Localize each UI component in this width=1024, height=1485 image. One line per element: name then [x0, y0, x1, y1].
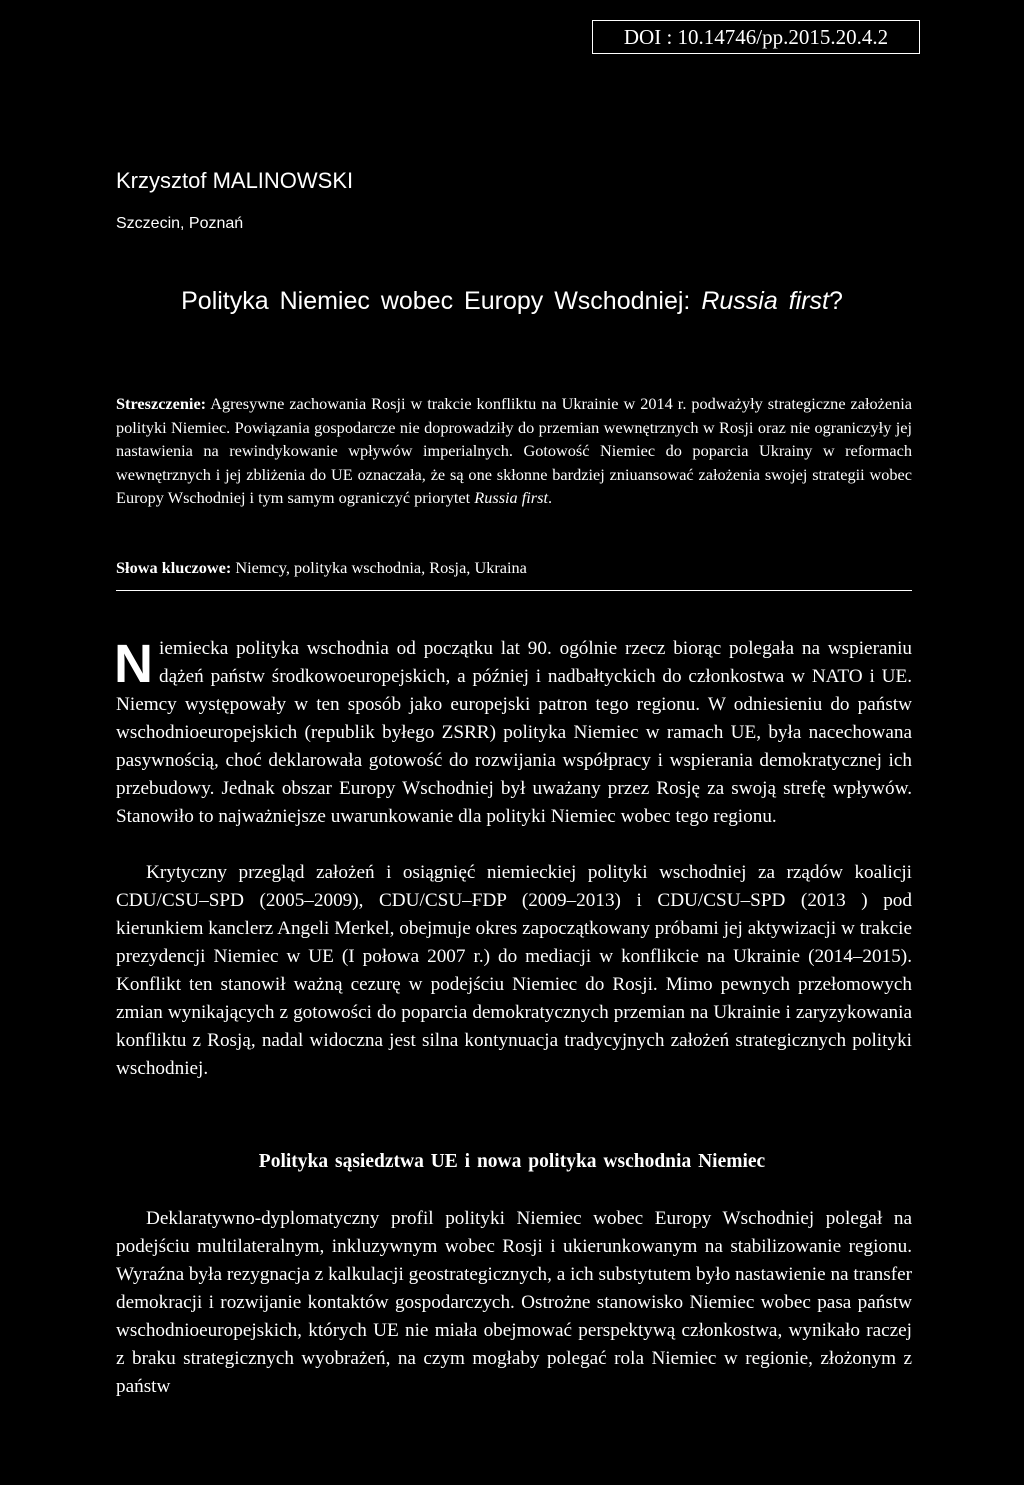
divider-rule	[116, 590, 912, 591]
keywords-text: Niemcy, polityka wschodnia, Rosja, Ukraina	[231, 558, 527, 577]
section-heading: Polityka sąsiedztwa UE i nowa polityka wschodnia Niemiec	[258, 1151, 766, 1172]
body-paragraph-1	[116, 635, 912, 831]
author-name: Krzysztof MALINOWSKI	[116, 168, 354, 193]
abstract	[116, 392, 912, 510]
abstract-end: .	[548, 488, 553, 507]
keywords-label: Słowa kluczowe:	[116, 558, 232, 577]
body-paragraph-3: Deklaratywno-dyplomatyczny profil polityki Niemiec wobec Europy Wschodniej polegał na podejściu multilateralnym, inkluzywnym wobec Rosji i ukierunkowanym na stabilizowanie regionu. Wyraźna była rezygnacja z kalkulacji geostrategicznych, a ich substytutem było nastawienie na transfer demokracji i rozwijanie kontaktów gospodarczych. Ostrożne stanowisko Niemiec wobec pasa państw wschodnioeuropejskich, których UE nie miała obejmować perspektywą członkostwa, wynikało raczej z braku strategicznych wyobrażeń, na czym mogłaby polegać rola Niemiec w regionie, złożonym z państw	[116, 1208, 912, 1397]
doi-text: DOI : 10.14746/pp.2015.20.4.2	[623, 25, 889, 49]
title-end: ?	[828, 287, 843, 315]
drop-cap: N	[114, 634, 153, 694]
abstract-text: Agresywne zachowania Rosji w trakcie konfliktu na Ukrainie w 2014 r. podważyły strategiczne założenia polityki Niemiec. Powiązania gospodarcze nie doprowadziły do przemian wewnętrznych w Rosji oraz nie ograniczyły jej nastawienia na rewindykowanie wpływów imperialnych. Gotowość Niemiec do poparcia Ukrainy w reformach wewnętrznych i jej zbliżenia do UE oznaczała, że są one skłonne bardziej zniuansować założenia swojej strategii wobec Europy Wschodniej i tym samym ograniczyć priorytet	[116, 394, 912, 507]
abstract-label: Streszczenie:	[116, 394, 207, 413]
article-title	[0, 287, 1024, 316]
keywords	[116, 556, 912, 580]
title-italic: Russia first	[701, 287, 829, 315]
paragraph-1-text: iemiecka polityka wschodnia od początku lat 90. ogólnie rzecz biorąc polegała na wspieraniu dążeń państw środkowoeuropejskich, a później i nadbałtyckich do członkostwa w NATO i UE. Niemcy występowały w ten sposób jako europejski patron tego regionu. W odniesieniu do państw wschodnioeuropejskich (republik byłego ZSRR) polityka Niemiec w ramach UE, była nacechowana pasywnością, choć deklarowała gotowość do rozwijania współpracy i wspierania demokratycznej ich przebudowy. Jednak obszar Europy Wschodniej był uważany przez Rosję za swoją strefę wpływów. Stanowiło to najważniejsze uwarunkowanie dla polityki Niemiec wobec tego regionu.	[116, 638, 912, 827]
doi-box	[592, 20, 920, 54]
title-main: Polityka Niemiec wobec Europy Wschodniej:	[181, 287, 702, 315]
abstract-italic: Russia first	[474, 488, 549, 507]
body-paragraph-2: Krytyczny przegląd założeń i osiągnięć niemieckiej polityki wschodniej za rządów koalicji CDU/CSU–SPD (2005–2009), CDU/CSU–FDP (2009–2013) i CDU/CSU–SPD (2013 ) pod kierunkiem kanclerz Angeli Merkel, obejmuje okres zapoczątkowany próbami jej aktywizacji w trakcie prezydencji Niemiec w UE (I połowa 2007 r.) do mediacji w konflikcie na Ukrainie (2014–2015). Konflikt ten stanowił ważną cezurę w podejściu Niemiec do Rosji. Mimo pewnych przełomowych zmian wynikających z gotowości do poparcia demokratycznych przemian na Ukrainie i zaryzykowania konfliktu z Rosją, nadal widoczna jest silna kontynuacja tradycyjnych założeń strategicznych polityki wschodniej.	[116, 862, 912, 1079]
author-affiliation: Szczecin, Poznań	[116, 215, 244, 232]
